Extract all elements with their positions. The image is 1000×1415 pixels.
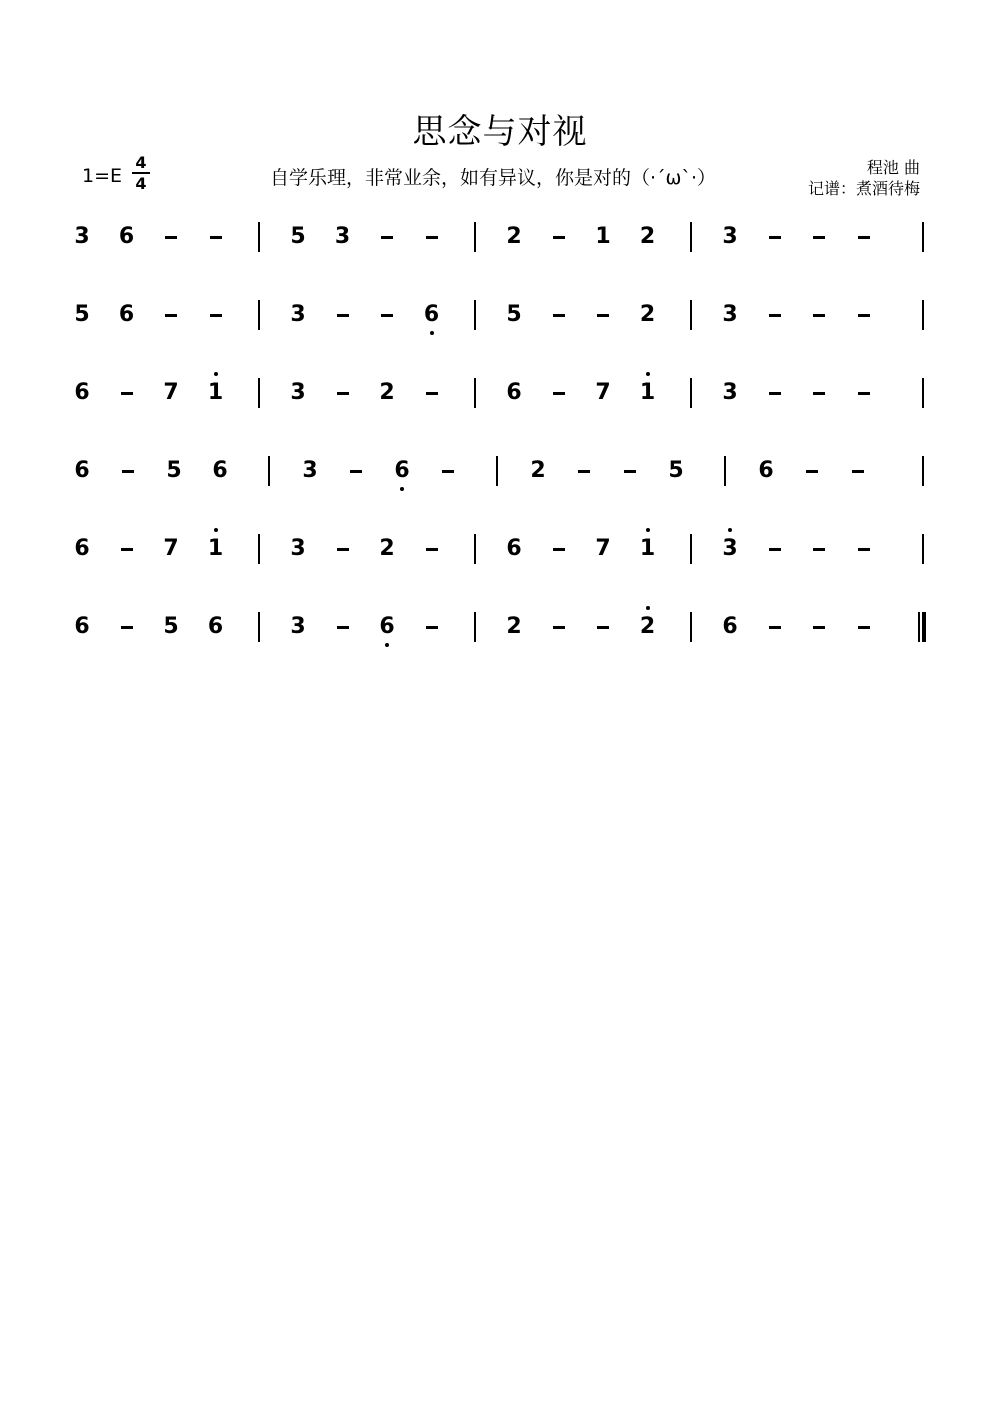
barline xyxy=(690,612,692,642)
octave-down-dot xyxy=(430,331,434,335)
barline xyxy=(258,300,260,330)
hold-dash xyxy=(813,236,825,239)
hold-dash xyxy=(813,626,825,629)
note: 1 xyxy=(636,534,660,564)
hold-dash xyxy=(426,548,438,551)
note: 2 xyxy=(379,380,395,405)
note: 1 xyxy=(595,224,611,249)
note: 3 xyxy=(722,302,738,327)
note: 7 xyxy=(163,536,179,561)
barline xyxy=(496,456,498,486)
note: 6 xyxy=(74,458,90,483)
hold-dash xyxy=(769,392,781,395)
hold-dash xyxy=(442,470,454,473)
barline xyxy=(258,534,260,564)
hold-dash xyxy=(597,626,609,629)
sheet-title: 思念与对视 xyxy=(412,112,588,152)
barline xyxy=(690,378,692,408)
hold-dash xyxy=(210,236,222,239)
barline xyxy=(474,300,476,330)
hold-dash xyxy=(769,236,781,239)
octave-up-dot xyxy=(646,606,650,610)
barline xyxy=(724,456,726,486)
hold-dash xyxy=(210,314,222,317)
note: 6 xyxy=(390,456,414,486)
note: 6 xyxy=(506,380,522,405)
note: 5 xyxy=(290,224,306,249)
score-line xyxy=(0,612,1000,672)
hold-dash xyxy=(769,548,781,551)
note: 6 xyxy=(758,458,774,483)
hold-dash xyxy=(337,314,349,317)
note: 2 xyxy=(506,614,522,639)
barline xyxy=(922,300,924,330)
octave-up-dot xyxy=(728,528,732,532)
hold-dash xyxy=(337,548,349,551)
note: 6 xyxy=(207,614,224,639)
note: 1 xyxy=(204,378,228,408)
hold-dash xyxy=(121,548,133,551)
hold-dash xyxy=(858,314,870,317)
hold-dash xyxy=(426,626,438,629)
note: 3 xyxy=(302,458,318,483)
hold-dash xyxy=(553,236,565,239)
hold-dash xyxy=(769,626,781,629)
note: 6 xyxy=(420,300,444,330)
barline xyxy=(922,534,924,564)
score-line xyxy=(0,378,1000,438)
note: 1 xyxy=(204,534,228,564)
hold-dash xyxy=(426,392,438,395)
hold-dash xyxy=(858,392,870,395)
hold-dash xyxy=(813,314,825,317)
octave-up-dot xyxy=(646,372,650,376)
barline xyxy=(690,534,692,564)
note: 3 xyxy=(722,380,738,405)
subtitle-note: 自学乐理，非常业余，如有异议，你是对的（·´ω`·） xyxy=(270,167,716,189)
barline xyxy=(690,300,692,330)
hold-dash xyxy=(769,314,781,317)
note: 2 xyxy=(639,302,656,327)
hold-dash xyxy=(578,470,590,473)
note: 2 xyxy=(636,612,660,642)
note: 3 xyxy=(722,224,738,249)
note: 2 xyxy=(530,458,546,483)
note: 6 xyxy=(74,536,90,561)
octave-down-dot xyxy=(385,643,389,647)
note: 6 xyxy=(722,614,738,639)
octave-up-dot xyxy=(214,528,218,532)
note: 3 xyxy=(718,534,742,564)
hold-dash xyxy=(553,626,565,629)
barline xyxy=(922,456,924,486)
hold-dash xyxy=(858,626,870,629)
note: 5 xyxy=(74,302,90,327)
credits xyxy=(808,157,920,199)
hold-dash xyxy=(813,392,825,395)
hold-dash xyxy=(337,626,349,629)
note: 7 xyxy=(595,536,611,561)
note: 3 xyxy=(290,614,306,639)
hold-dash xyxy=(122,470,134,473)
hold-dash xyxy=(553,314,565,317)
hold-dash xyxy=(852,470,864,473)
barline xyxy=(268,456,270,486)
note: 5 xyxy=(506,302,522,327)
hold-dash xyxy=(813,548,825,551)
time-signature xyxy=(132,154,150,192)
hold-dash xyxy=(553,548,565,551)
note: 1 xyxy=(636,378,660,408)
barline xyxy=(474,378,476,408)
score-line xyxy=(0,222,1000,282)
score-line xyxy=(0,534,1000,594)
note: 7 xyxy=(595,380,611,405)
note: 3 xyxy=(290,380,306,405)
score-line xyxy=(0,300,1000,360)
note: 5 xyxy=(166,458,182,483)
time-signature-bottom: 4 xyxy=(135,173,147,193)
octave-up-dot xyxy=(214,372,218,376)
note: 5 xyxy=(163,614,179,639)
barline xyxy=(690,222,692,252)
barline xyxy=(258,378,260,408)
score-line xyxy=(0,456,1000,516)
hold-dash xyxy=(337,392,349,395)
note: 5 xyxy=(668,458,684,483)
hold-dash xyxy=(165,236,177,239)
note: 2 xyxy=(506,224,522,249)
note: 6 xyxy=(375,612,399,642)
note: 3 xyxy=(290,302,306,327)
note: 6 xyxy=(118,224,135,249)
hold-dash xyxy=(553,392,565,395)
composer-credit: 程池 曲 xyxy=(866,158,920,177)
hold-dash xyxy=(858,548,870,551)
barline xyxy=(474,612,476,642)
final-barline xyxy=(918,612,926,642)
barline xyxy=(922,378,924,408)
note: 6 xyxy=(212,458,228,483)
note: 6 xyxy=(506,536,522,561)
hold-dash xyxy=(121,392,133,395)
time-signature-top: 4 xyxy=(135,153,147,172)
note: 3 xyxy=(74,224,90,249)
hold-dash xyxy=(121,626,133,629)
hold-dash xyxy=(381,314,393,317)
note: 2 xyxy=(639,224,656,249)
transcriber-credit: 记谱：煮酒待梅 xyxy=(807,179,920,198)
note: 7 xyxy=(163,380,179,405)
hold-dash xyxy=(350,470,362,473)
note: 3 xyxy=(290,536,306,561)
octave-down-dot xyxy=(400,487,404,491)
key-signature: 1=E xyxy=(82,165,123,187)
hold-dash xyxy=(165,314,177,317)
note: 2 xyxy=(379,536,395,561)
hold-dash xyxy=(806,470,818,473)
octave-up-dot xyxy=(646,528,650,532)
note: 3 xyxy=(334,224,351,249)
barline xyxy=(258,612,260,642)
hold-dash xyxy=(624,470,636,473)
note: 6 xyxy=(118,302,135,327)
barline xyxy=(474,534,476,564)
note: 6 xyxy=(74,380,90,405)
hold-dash xyxy=(597,314,609,317)
barline xyxy=(258,222,260,252)
hold-dash xyxy=(858,236,870,239)
hold-dash xyxy=(381,236,393,239)
hold-dash xyxy=(426,236,438,239)
barline xyxy=(474,222,476,252)
barline xyxy=(922,222,924,252)
note: 6 xyxy=(74,614,90,639)
